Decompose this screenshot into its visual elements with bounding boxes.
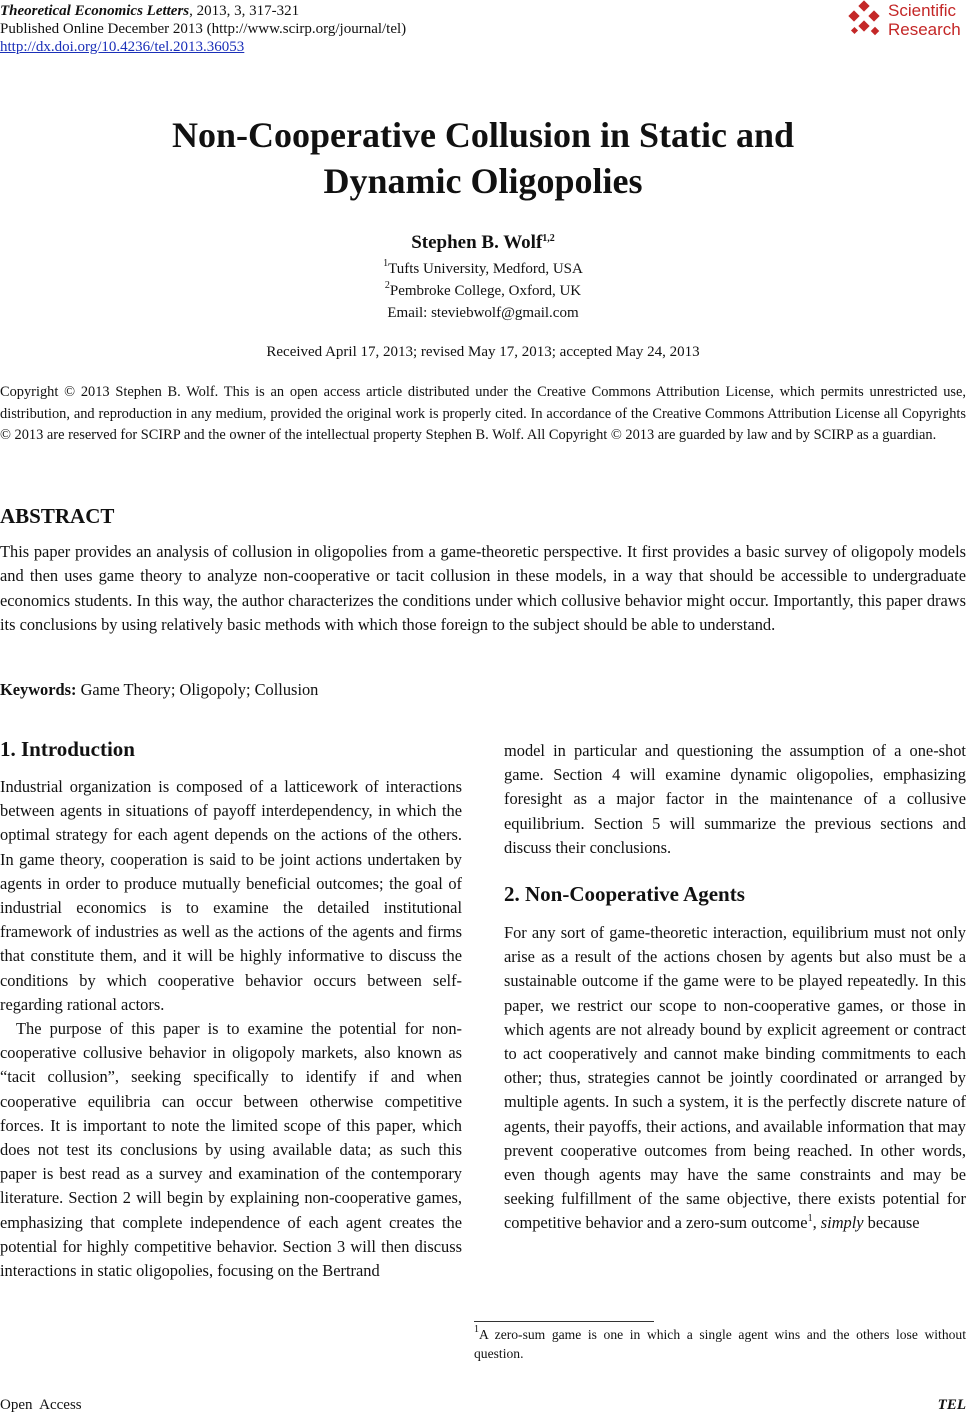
section2-italic: simply	[820, 1213, 864, 1233]
footer-open-access: Open Access	[0, 1397, 82, 1413]
title-line1: Non-Cooperative Collusion in Static and	[171, 115, 795, 155]
footer-journal-abbrev: TEL	[937, 1397, 966, 1413]
section-heading-introduction: 1. Introduction	[0, 737, 135, 761]
title-line2: Dynamic Oligopolies	[323, 161, 643, 201]
keywords	[0, 680, 318, 700]
section-heading-non-cooperative-agents: 2. Non-Cooperative Agents	[504, 882, 745, 906]
affiliation-1	[0, 260, 966, 278]
footnote-mark: 1	[474, 1324, 479, 1335]
copyright-notice: Copyright © 2013 Stephen B. Wolf. This is an open access article distributed under the Creative Commons Attribution License, which permits unrestricted use, distribution, and reproduction in any medium, provided the original work is properly cited. In accordance of the Creative Commons Attribution License all Copyrights © 2013 are reserved for SCIRP and the owner of the intellectual property Stephen B. Wolf. All Copyright © 2013 are guarded by law and by SCIRP as a guardian.	[0, 384, 966, 443]
section2-text-c: because	[863, 1213, 920, 1233]
affiliation-text: Pembroke College, Oxford, UK	[389, 283, 582, 299]
keywords-text: Game Theory; Oligopoly; Collusion	[76, 680, 319, 699]
journal-citation: , 2013, 3, 317-321	[189, 3, 300, 19]
affiliation-2	[0, 282, 966, 300]
doi-link[interactable]: http://dx.doi.org/10.4236/tel.2013.36053	[0, 39, 245, 55]
affiliation-text: Tufts University, Medford, USA	[388, 261, 583, 277]
left-column	[0, 775, 462, 1283]
received-dates: Received April 17, 2013; revised May 17, 2013; accepted May 24, 2013	[266, 344, 700, 360]
paper-title	[0, 112, 966, 204]
footnote-1	[474, 1325, 966, 1363]
section2-text-b: ,	[812, 1213, 821, 1233]
publisher-logo	[846, 0, 966, 44]
abstract-heading: ABSTRACT	[0, 504, 115, 528]
journal-header	[0, 2, 406, 56]
published-online: Published Online December 2013 (http://www.scirp.org/journal/tel)	[0, 21, 407, 37]
right-column-top	[504, 739, 966, 860]
scientific-research-logo-icon	[846, 0, 886, 42]
author-name: Stephen B. Wolf	[411, 232, 543, 253]
keywords-label: Keywords:	[0, 680, 77, 699]
intro-paragraph-1: Industrial organization is composed of a latticework of interactions between agents in situations of payoff interdependency, in which the optimal strategy for each agent depends on the actions of the others. In game theory, cooperation is said to be joint actions undertaken by agents in order to produce mutually beneficial outcomes; the goal of industrial economics is to examine the detailed institutional framework of industries as well as the actions of the agents and firms that constitute them, and it will be highly informative to discuss the conditions by which cooperative behavior occurs between self-regarding rational actors.	[0, 777, 462, 1014]
right-column-section-2	[504, 921, 966, 1236]
abstract-body: This paper provides an analysis of collusion in oligopolies from a game-theoretic perspective. It first provides a basic survey of oligopoly models and then uses game theory to analyze non-cooperative or tacit collusion in these models, in a way that should be accessible to undergraduate economics students. In this way, the author characterizes the conditions under which collusive behavior might occur. Importantly, this paper draws its conclusions by using relatively basic methods with which those foreign to the subject should be able to understand.	[0, 542, 966, 635]
footnote-reference[interactable]: 1	[807, 1213, 813, 1225]
logo-line1: Scientific	[888, 1, 957, 20]
affiliation-mark: 2	[384, 280, 390, 291]
right-paragraph-1: model in particular and questioning the assumption of a one-shot game. Section 4 will examine dynamic oligopolies, emphasizing foresight as a major factor in the maintenance of a collusive equilibrium. Section 5 will summarize the previous sections and discuss their conclusions.	[504, 741, 966, 857]
footnote-rule	[474, 1321, 654, 1322]
intro-paragraph-2: The purpose of this paper is to examine the potential for non-cooperative collusive behavior in oligopoly markets, also known as “tacit collusion”, seeking specifically to identify if and when cooperative equilibria can occur between otherwise competitive forces. It is important to note the limited scope of this paper, which does not test its conclusions by using available data; as such this paper is best read as a survey and examination of the contemporary literature. Section 2 will begin by explaining non-cooperative games, emphasizing that complete independence of each agent creates the potential for highly competitive behavior. Section 3 will then discuss interactions in static oligopolies, focusing on the Bertrand	[0, 1019, 462, 1281]
affiliation-mark: 1	[383, 258, 389, 269]
footnote-text: A zero-sum game is one in which a single agent wins and the others lose without question.	[474, 1327, 966, 1361]
author-email: Email: steviebwolf@gmail.com	[387, 305, 579, 321]
journal-name: Theoretical Economics Letters	[0, 3, 190, 19]
author	[0, 232, 966, 254]
section2-text-a: For any sort of game-theoretic interaction, equilibrium must not only arise as a result of the actions chosen by agents but also must be a sustainable outcome if the game were to be played repeatedly. In this paper, we restrict our scope to non-cooperative games, or those in which agents are not already bound by explicit agreement or contract to act cooperatively and cannot make binding commitments to each other; thus, strategies cannot be jointly coordinated or arranged by multiple agents. In such a system, it is the perfectly discrete nature of agents, their payoffs, their actions, and available information that may prevent cooperative outcomes from being reached. In other words, even though agents may have the same constraints and may be seeking fulfillment of the same objective, there exists potential for competitive behavior and a zero-sum outcome	[504, 923, 966, 1233]
author-marks: 1,2	[542, 233, 555, 244]
section2-paragraph-1	[504, 921, 966, 1236]
logo-line2: Research	[888, 20, 961, 39]
